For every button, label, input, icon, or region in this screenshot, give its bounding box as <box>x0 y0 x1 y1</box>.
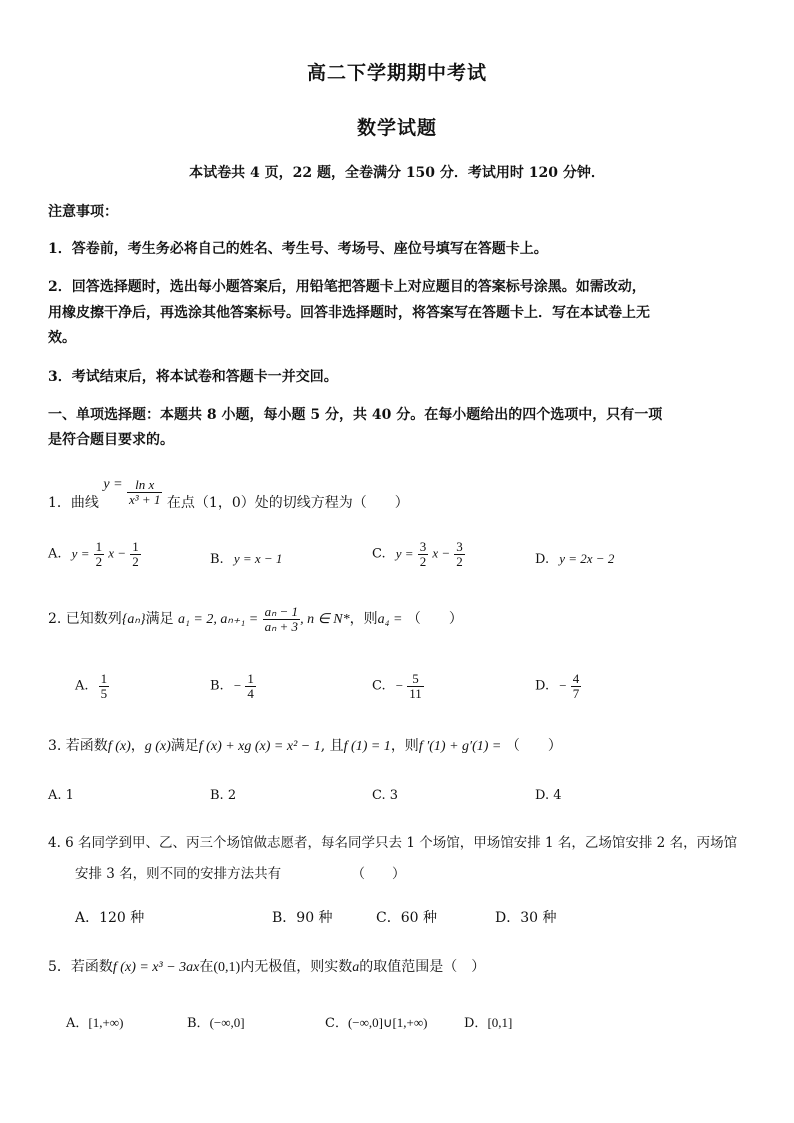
q5-option-b-label: B． <box>187 1016 210 1031</box>
q3-option-a: A. 1 <box>48 788 74 803</box>
q1-option-b-expr: y = x − 1 <box>233 551 283 566</box>
question-3-answer-blank: （ ） <box>505 738 562 754</box>
question-2-mid: 满足 <box>145 611 174 628</box>
q1-c-d2: 2 <box>456 553 463 569</box>
q1-option-a-lhs: y = <box>71 545 90 561</box>
q2-option-b-frac <box>245 672 256 700</box>
question-3-ask: f ′(1) + g′(1) = <box>418 739 502 754</box>
question-4-line2-text: 安排 3 名，则不同的安排方法共有 <box>75 866 282 882</box>
notice-item-3: 3．考试结束后，将本试卷和答题卡一并交回。 <box>48 369 338 385</box>
q1-option-a-mid: x − <box>108 545 127 561</box>
q1-a-n2: 1 <box>132 539 139 554</box>
question-4-line1: 4. 6 名同学到甲、乙、丙三个场馆做志愿者，每名同学只去 1 个场馆，甲场馆安排 1 名，乙场馆安排 2 名，丙场馆 <box>48 835 738 851</box>
question-3-comma: ， <box>130 738 145 754</box>
q5-option-d-expr: [0,1] <box>487 1015 513 1030</box>
subject-title: 数学试题 <box>356 117 437 139</box>
q3-option-d: D. 4 <box>535 788 562 803</box>
q4-option-c: C．60 种 <box>376 910 437 926</box>
question-2-answer-blank: （ ） <box>406 611 463 628</box>
q5-option-a-label: A． <box>66 1016 89 1031</box>
q1-option-a-frac1 <box>94 540 105 568</box>
question-3-mid: 满足 <box>170 738 199 754</box>
q2-option-b-sign: − <box>233 677 242 693</box>
q1-option-a <box>48 540 141 568</box>
question-3-g: g (x) <box>144 739 171 754</box>
q2-option-c-label: C. <box>372 678 386 694</box>
q5-option-c <box>325 1012 427 1031</box>
q2-option-b-label: B. <box>210 678 224 694</box>
q2-a-n: 1 <box>100 671 108 686</box>
q2-b-n: 1 <box>247 671 254 686</box>
q2-option-b <box>210 672 256 700</box>
q5-option-b-expr: (−∞,0] <box>209 1015 245 1030</box>
q2-c-n: 5 <box>407 672 424 687</box>
question-1-suffix: 在点（1，0）处的切线方程为（ ） <box>166 495 409 511</box>
exam-info: 本试卷共 4 页，22 题，全卷满分 150 分．考试用时 120 分钟． <box>189 165 605 181</box>
q2-option-d <box>535 672 581 700</box>
question-4-line2 <box>75 862 405 882</box>
question-1 <box>48 472 409 512</box>
notice-item-2-line3: 效。 <box>48 330 76 346</box>
question-5-mid2: 内无极值，则实数 <box>240 959 353 975</box>
question-5-function: f (x) = x³ − 3ax <box>112 960 200 975</box>
q1-option-a-frac2 <box>130 540 141 568</box>
q5-option-a-expr: [1,+∞) <box>88 1015 124 1030</box>
q2-a-d: 5 <box>100 685 108 701</box>
q5-option-c-label: C． <box>325 1016 348 1031</box>
question-3-then: ，则 <box>390 738 419 754</box>
q3-option-c: C. 3 <box>372 788 399 803</box>
question-3-f1: f (1) = 1 <box>343 739 391 754</box>
q1-option-d-label: D. <box>535 552 550 567</box>
q2-option-a-frac <box>99 672 110 700</box>
q5-option-d-label: D． <box>464 1016 488 1031</box>
q1-option-c-frac1 <box>418 540 429 568</box>
question-5-interval: (0,1) <box>213 960 241 975</box>
question-1-denominator: x³ + 1 <box>129 491 161 507</box>
question-3 <box>48 735 562 755</box>
q1-option-a-label: A. <box>48 546 62 562</box>
question-2-numerator: aₙ − 1 <box>264 604 299 619</box>
q5-option-c-expr: (−∞,0]∪[1,+∞) <box>347 1015 428 1030</box>
question-1-prefix: 1．曲线 <box>48 495 99 511</box>
q2-option-c-frac <box>407 672 424 700</box>
q1-a-d1: 2 <box>95 553 103 569</box>
question-3-prefix: 3. 若函数 <box>48 738 108 754</box>
q2-b-d: 4 <box>247 685 254 701</box>
q5-option-b <box>187 1012 245 1031</box>
question-3-f: f (x) <box>107 739 131 754</box>
q2-option-a <box>75 672 109 700</box>
q4-option-d: D．30 种 <box>495 910 557 926</box>
q4-option-b: B．90 种 <box>272 910 333 926</box>
q1-option-c <box>372 540 465 568</box>
question-2-then: ，则 <box>349 611 378 628</box>
q1-c-n2: 3 <box>456 539 463 554</box>
question-2-prefix: 2. 已知数列 <box>48 611 122 628</box>
question-5-mid1: 在 <box>199 959 214 975</box>
q1-c-n1: 3 <box>419 539 427 554</box>
q1-option-d <box>535 551 614 567</box>
q1-option-b-label: B. <box>210 552 224 567</box>
q1-option-d-expr: y = 2x − 2 <box>559 551 615 566</box>
q1-option-c-frac2 <box>454 540 465 568</box>
q5-option-a <box>66 1012 123 1031</box>
q1-option-c-mid: x − <box>432 545 451 561</box>
q1-a-n1: 1 <box>95 539 103 554</box>
question-2-denominator: aₙ + 3 <box>264 618 299 634</box>
question-2-fraction <box>263 605 300 633</box>
q1-option-c-lhs: y = <box>395 545 414 561</box>
question-1-y: y = <box>103 477 123 492</box>
notice-item-1: 1．答卷前，考生务必将自己的姓名、考生号、考场号、座位号填写在答题卡上。 <box>48 241 548 257</box>
question-2-sequence: {aₙ} <box>121 612 146 628</box>
q2-option-c <box>372 672 424 700</box>
notice-item-2-line1: 2．回答选择题时，选出每小题答案后，用铅笔把答题卡上对应题目的答案标号涂黑。如需改动， <box>48 279 646 295</box>
q2-option-d-sign: − <box>559 677 567 693</box>
question-2-condition2: , n ∈ N* <box>300 612 350 628</box>
notice-item-2-line2: 用橡皮擦干净后，再选涂其他答案标号。回答非选择题时，将答案写在答题卡上．写在本试卷上无 <box>48 305 650 321</box>
q2-option-a-label: A. <box>75 678 89 694</box>
question-5 <box>48 956 485 976</box>
question-3-and: , 且 <box>320 738 344 754</box>
question-5-prefix: 5．若函数 <box>48 959 113 975</box>
q1-c-d1: 2 <box>419 553 427 569</box>
question-1-numerator: ln x <box>127 478 162 493</box>
q2-c-d: 11 <box>409 685 422 701</box>
question-2 <box>48 605 463 633</box>
q5-option-d <box>464 1012 512 1031</box>
q1-option-c-label: C. <box>372 546 386 562</box>
notice-heading: 注意事项： <box>48 204 118 220</box>
question-2-condition: a₁ = 2, aₙ₊₁ = <box>178 612 259 628</box>
exam-title: 高二下学期期中考试 <box>306 62 487 84</box>
section-heading-line1: 一、单项选择题：本题共 8 小题，每小题 5 分，共 40 分。在每小题给出的四个选项中，只有一项 <box>48 407 663 423</box>
question-4-answer-blank: （ ） <box>351 866 406 882</box>
q3-option-b: B. 2 <box>210 788 237 803</box>
question-5-variable: a <box>352 960 360 975</box>
q1-a-d2: 2 <box>132 553 139 569</box>
q2-d-n: 4 <box>572 671 580 686</box>
q2-option-c-sign: − <box>395 677 404 693</box>
question-5-suffix: 的取值范围是（ ） <box>359 959 486 975</box>
question-2-target: a₄ = <box>377 612 403 628</box>
q2-d-d: 7 <box>572 685 580 701</box>
question-1-fraction <box>127 478 162 506</box>
q2-option-d-label: D. <box>535 678 550 694</box>
question-3-equation: f (x) + xg (x) = x² − 1 <box>198 739 321 754</box>
section-heading-line2: 是符合题目要求的。 <box>48 432 174 448</box>
q4-option-a: A．120 种 <box>75 910 145 926</box>
q2-option-d-frac <box>571 672 582 700</box>
q1-option-b <box>210 551 282 567</box>
